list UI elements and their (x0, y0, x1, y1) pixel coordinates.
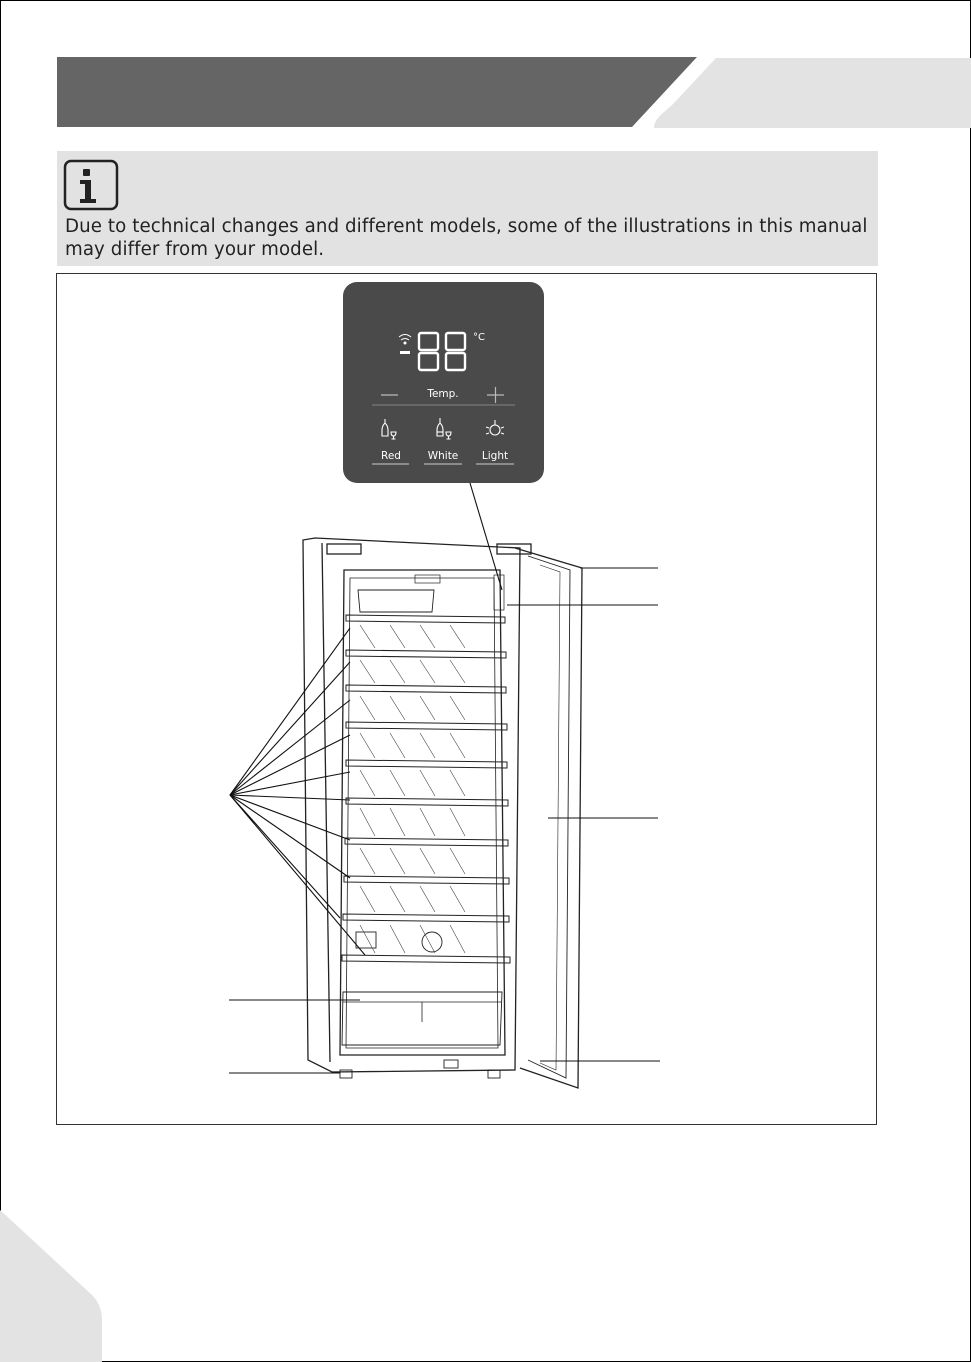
door-switch (444, 1060, 458, 1068)
top-hinge-right (497, 544, 531, 554)
callout-shelves (230, 628, 365, 955)
light-button[interactable]: Light (481, 450, 509, 462)
top-hinge-left (327, 544, 361, 554)
unit-label: °C (473, 332, 485, 343)
note-text: Due to technical changes and different models, some of the illustrations in this manual may differ from your model. (65, 216, 868, 260)
corner-decoration (0, 1210, 102, 1362)
foot-right (488, 1070, 500, 1078)
panel-callout (470, 483, 502, 590)
wine-shelves (342, 615, 510, 963)
temp-label: Temp. (427, 388, 459, 400)
callout-lines (229, 483, 660, 1073)
fan-grill (358, 590, 434, 612)
red-button[interactable]: Red (381, 450, 401, 462)
white-button[interactable]: White (427, 450, 459, 462)
